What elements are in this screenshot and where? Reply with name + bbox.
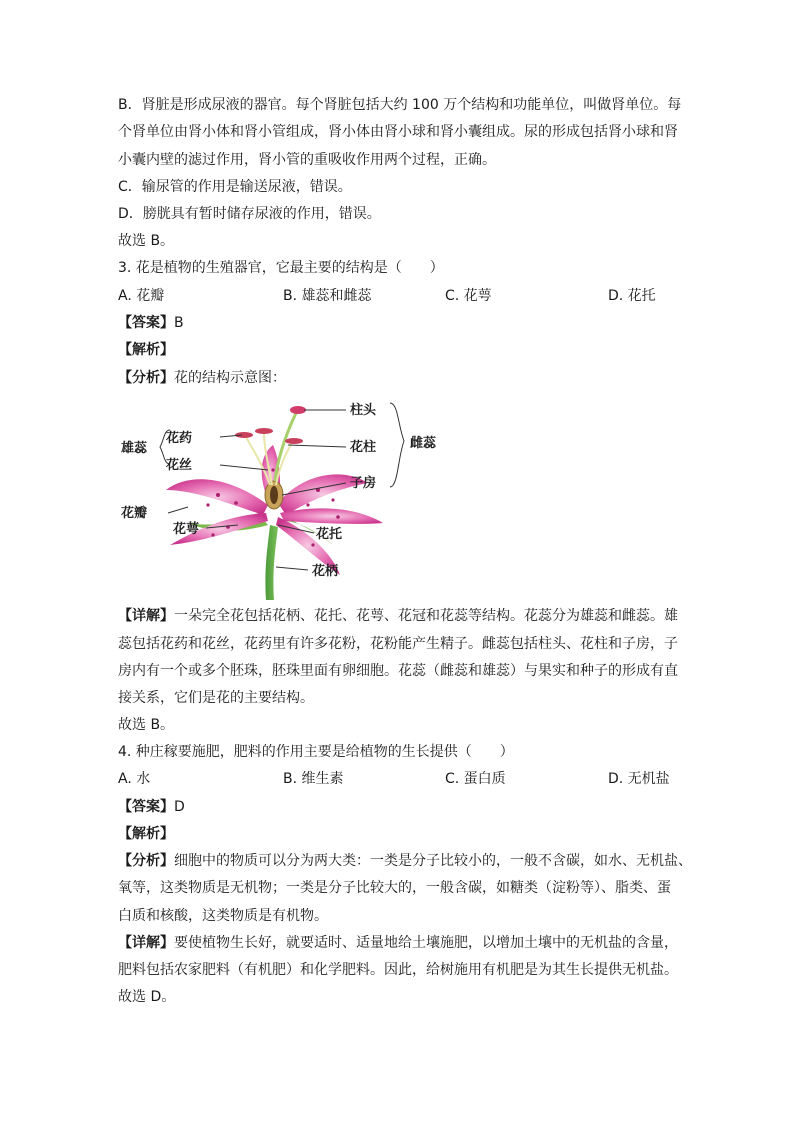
answer-tag: 【答案】 (118, 799, 174, 815)
label-anther: 花药 (166, 431, 193, 446)
q4-option-c: C. 蛋白质 (445, 771, 506, 787)
label-petal: 花瓣 (121, 506, 148, 521)
text-line: 接关系，它们是花的主要结构。 (118, 690, 314, 706)
label-ovary: 子房 (350, 476, 377, 491)
xiangjie-tag: 【详解】 (118, 935, 174, 951)
q4-fenxi (118, 851, 692, 871)
text-line: 肥料包括农家肥料（有机肥）和化学肥料。因此，给树施用有机肥是为其生长提供无机盐。 (118, 962, 678, 978)
q4-jiexi-tag: 【解析】 (118, 826, 174, 842)
text-line: C．输尿管的作用是输送尿液，错误。 (118, 179, 352, 195)
pedicel-shape (265, 525, 278, 600)
label-sepal: 花萼 (173, 522, 200, 537)
text-line: B．肾脏是形成尿液的器官。每个肾脏包括大约 100 万个结构和功能单位，叫做肾单位。每 (118, 97, 682, 113)
q4-option-d: D. 无机盐 (608, 771, 670, 787)
question-3-stem: 3. 花是植物的生殖器官，它最主要的结构是（ ） (118, 260, 444, 276)
xiangjie-text: 一朵完全花包括花柄、花托、花萼、花冠和花蕊等结构。花蕊分为雄蕊和雌蕊。雄 (174, 608, 678, 624)
q4-option-b: B. 维生素 (283, 771, 344, 787)
text-line: 房内有一个或多个胚珠，胚珠里面有卵细胞。花蕊（雌蕊和雄蕊）与果实和种子的形成有直 (118, 663, 678, 679)
label-stamen: 雄蕊 (121, 441, 148, 456)
answer-value: D (174, 799, 185, 815)
fenxi-tag: 【分析】 (118, 853, 174, 869)
q3-option-d: D. 花托 (608, 288, 656, 304)
q4-answer (118, 797, 185, 817)
fenxi-text: 花的结构示意图： (174, 370, 286, 386)
fenxi-text: 细胞中的物质可以分为两大类：一类是分子比较小的，一般不含碳，如水、无机盐、 (174, 853, 692, 869)
label-style: 花柱 (350, 440, 377, 455)
q3-option-c: C. 花萼 (445, 288, 492, 304)
q4-option-a: A. 水 (118, 771, 151, 787)
fenxi-tag: 【分析】 (118, 370, 174, 386)
text-line: 故选 B。 (118, 233, 175, 249)
q3-xiangjie (118, 606, 678, 626)
text-line: 氧等，这类物质是无机物；一类是分子比较大的，一般含碳，如糖类（淀粉等）、脂类、蛋 (118, 880, 671, 896)
xiangjie-text: 要使植物生长好，就要适时、适量地给土壤施肥，以增加土壤中的无机盐的含量， (174, 935, 678, 951)
answer-value: B (174, 315, 184, 331)
text-line: 白质和核酸，这类物质是有机物。 (118, 908, 328, 924)
question-4-stem: 4. 种庄稼要施肥，肥料的作用主要是给植物的生长提供（ ） (118, 744, 514, 760)
text-line: 个肾单位由肾小体和肾小管组成，肾小体由肾小球和肾小囊组成。尿的形成包括肾小球和肾 (118, 124, 678, 140)
text-line: 小囊内壁的滤过作用，肾小管的重吸收作用两个过程，正确。 (118, 152, 496, 168)
label-pistil: 雌蕊 (410, 436, 437, 451)
petal-shape (166, 479, 268, 515)
q3-option-b: B. 雄蕊和雌蕊 (283, 288, 372, 304)
q3-jiexi-tag: 【解析】 (118, 342, 174, 358)
q3-fenxi (118, 368, 286, 388)
stigma-shape (290, 406, 306, 414)
label-receptacle: 花托 (316, 527, 343, 542)
q4-xiangjie (118, 933, 678, 953)
text-line: 蕊包括花药和花丝，花药里有许多花粉，花粉能产生精子。雌蕊包括柱头、花柱和子房，子 (118, 636, 678, 652)
q4-conclusion: 故选 D。 (118, 989, 176, 1005)
label-stigma: 柱头 (350, 403, 377, 418)
q3-option-a: A. 花瓣 (118, 288, 165, 304)
q3-conclusion: 故选 B。 (118, 717, 175, 733)
xiangjie-tag: 【详解】 (118, 608, 174, 624)
q3-answer (118, 313, 184, 333)
flower-structure-diagram (118, 395, 448, 600)
text-line: D．膀胱具有暂时储存尿液的作用，错误。 (118, 206, 381, 222)
label-pedicel: 花柄 (312, 564, 339, 579)
answer-tag: 【答案】 (118, 315, 174, 331)
label-filament: 花丝 (166, 458, 193, 473)
